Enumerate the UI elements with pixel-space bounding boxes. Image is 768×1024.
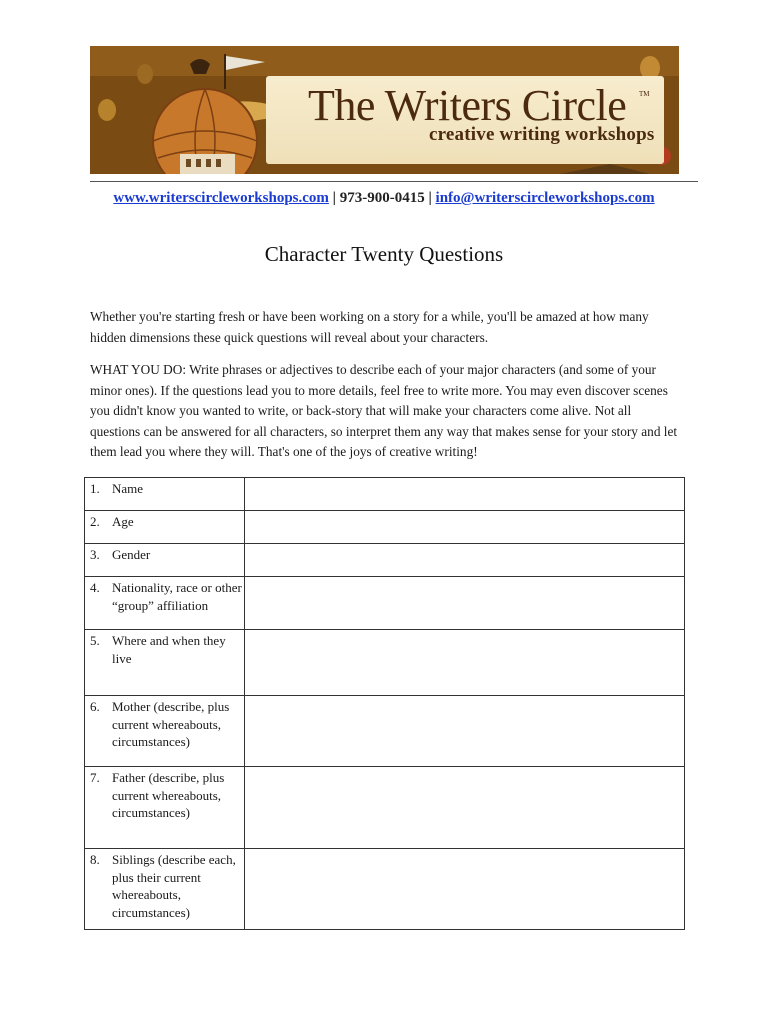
question-label: Nationality, race or other “group” affiliation xyxy=(112,580,242,613)
separator: | xyxy=(332,190,336,206)
header-divider xyxy=(90,181,698,182)
question-label: Father (describe, plus current whereabouts, circumstances) xyxy=(112,770,225,820)
answer-cell[interactable] xyxy=(245,544,685,577)
brand-subtitle: creative writing workshops xyxy=(429,124,655,145)
contact-line xyxy=(0,190,768,207)
question-label: Mother (describe, plus current whereabouts, circumstances) xyxy=(112,699,230,749)
table-row xyxy=(85,849,685,930)
brand-title: The Writers Circle xyxy=(308,81,627,130)
question-label: Gender xyxy=(112,547,151,562)
answer-cell[interactable] xyxy=(245,767,685,849)
website-link[interactable]: www.writerscircleworkshops.com xyxy=(113,190,329,206)
question-cell xyxy=(85,511,245,544)
question-cell xyxy=(85,630,245,696)
table-row xyxy=(85,767,685,849)
answer-cell[interactable] xyxy=(245,577,685,630)
answer-cell[interactable] xyxy=(245,696,685,767)
question-cell xyxy=(85,767,245,849)
table-row xyxy=(85,630,685,696)
answer-cell[interactable] xyxy=(245,478,685,511)
question-number: 6. xyxy=(90,699,100,714)
table-row xyxy=(85,478,685,511)
instructions-paragraph: WHAT YOU DO: Write phrases or adjectives to describe each of your major characters (and some of your minor ones). If the questions lead you to more details, feel free to write more. You may even discover scenes you didn't know you wanted to write, or back-story that will make your characters come alive. Not all questions can be answered for all characters, so interpret them any way that makes sense for your story and let them lead you where they will. That's one of the joys of creative writing! xyxy=(90,362,678,460)
question-label: Age xyxy=(112,514,134,529)
answer-cell[interactable] xyxy=(245,511,685,544)
table-row xyxy=(85,544,685,577)
page-title: Character Twenty Questions xyxy=(264,242,504,266)
question-cell xyxy=(85,696,245,767)
question-cell xyxy=(85,478,245,511)
balloon-icon xyxy=(137,64,153,84)
question-number: 5. xyxy=(90,633,100,648)
question-cell xyxy=(85,577,245,630)
table-row xyxy=(85,511,685,544)
question-number: 2. xyxy=(90,514,100,529)
question-label: Name xyxy=(112,481,144,496)
phone-number: 973-900-0415 xyxy=(339,190,425,206)
answer-cell[interactable] xyxy=(245,849,685,930)
email-link[interactable]: info@writerscircleworkshops.com xyxy=(435,190,655,206)
question-number: 3. xyxy=(90,547,100,562)
table-row xyxy=(85,696,685,767)
question-number: 1. xyxy=(90,481,100,496)
question-cell xyxy=(85,849,245,930)
questions-table xyxy=(84,477,685,930)
question-label: Siblings (describe each, plus their current whereabouts, circumstances) xyxy=(112,852,236,920)
header-banner xyxy=(90,46,679,174)
question-label: Where and when they live xyxy=(112,633,226,666)
balloon-icon xyxy=(98,99,116,121)
question-number: 4. xyxy=(90,580,100,595)
question-cell xyxy=(85,544,245,577)
question-number: 8. xyxy=(90,852,100,867)
trademark-mark: TM xyxy=(639,90,650,98)
table-row xyxy=(85,577,685,630)
question-number: 7. xyxy=(90,770,100,785)
answer-cell[interactable] xyxy=(245,630,685,696)
intro-paragraph: Whether you're starting fresh or have been working on a story for a while, you'll be amazed at how many hidden dimensions these quick questions will reveal about your characters. xyxy=(90,309,649,345)
separator: | xyxy=(428,190,432,206)
